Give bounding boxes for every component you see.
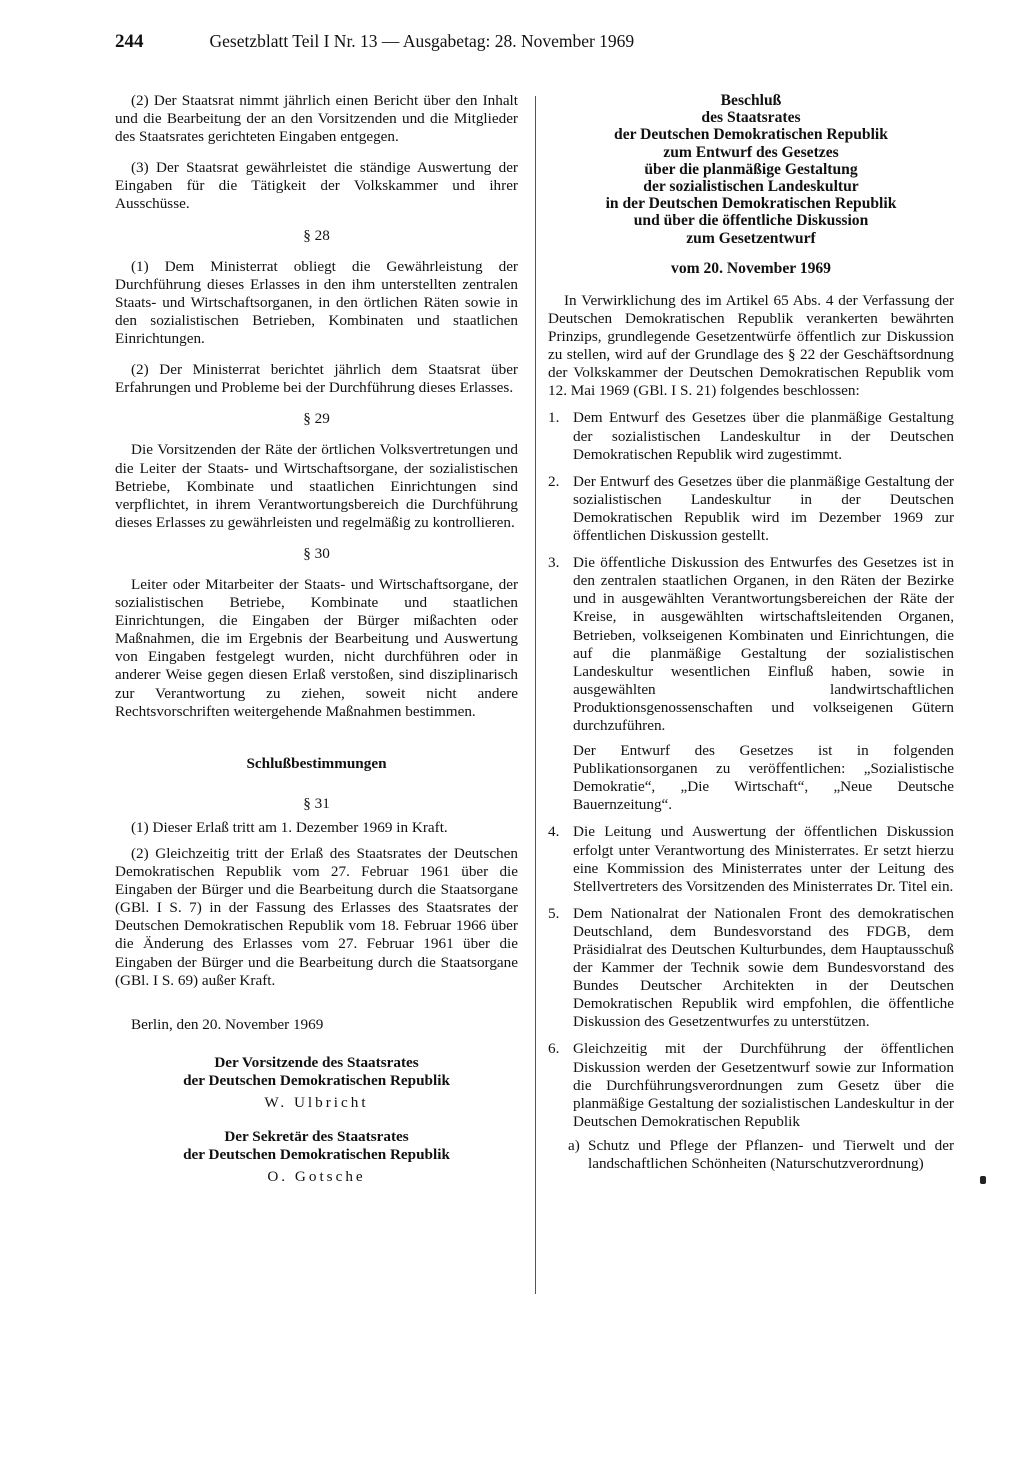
signatory-title: Der Vorsitzende des Staatsrates xyxy=(214,1053,419,1071)
section-number: § 28 xyxy=(303,226,330,244)
signatory-name: O. Gotsche xyxy=(267,1167,366,1185)
signatory-title: der Deutschen Demokratischen Republik xyxy=(183,1072,450,1090)
list-item xyxy=(548,473,954,545)
list-item xyxy=(548,554,954,735)
resolution-title xyxy=(548,92,954,247)
resolution-date: vom 20. November 1969 xyxy=(671,259,831,277)
title-line: zum Entwurf des Gesetzes xyxy=(663,143,839,161)
column-divider xyxy=(535,96,536,1294)
title-line: und über die öffentliche Diskussion xyxy=(633,212,869,230)
paragraph: Leiter oder Mitarbeiter der Staats- und Wirtschaftsorgane, der sozialistischen Betriebe, Kombinate und staatlichen Einrichtungen, die Eingaben der Bürger mißachten oder Maßnahmen, die im Ergebnis der Bearbeitung und Auswertung von Eingaben festgelegt wurden, nicht durchführen oder in anderer Weise gegen diesen Erlaß verstoßen, sind disziplinarisch zur Verantwortung zu ziehen, soweit nicht andere Rechtsvorschriften weitergehende Maßnahmen bestimmen. xyxy=(115,575,518,720)
sub-item-text: Schutz und Pflege der Pflanzen- und Tierwelt und der landschaftlichen Schönheiten (Naturschutzverordnung) xyxy=(588,1136,954,1173)
item-number: 1. xyxy=(548,409,560,427)
section-number: § 29 xyxy=(303,410,330,428)
place-date: Berlin, den 20. November 1969 xyxy=(131,1015,324,1033)
intro-paragraph: In Verwirklichung des im Artikel 65 Abs. 4 der Verfassung der Deutschen Demokratischen Republik verankerten bewährten Prinzips, grundlegende Gesetzentwürfe öffentlich zur Diskussion zu stellen, wird auf der Grundlage des § 22 der Geschäftsordnung der Volkskammer der Deutschen Demokratischen Republik vom 12. Mai 1969 (GBl. I S. 21) folgendes beschlossen: xyxy=(548,291,954,400)
item-text: Die Leitung und Auswertung der öffentlichen Diskussion erfolgt unter Verantwortung des Ministerrates. Er setzt hierzu eine Kommission des Ministerrates unter der Leitung des Stellvertreters des Vorsitzenden des Ministerrates Dr. Titel ein. xyxy=(573,823,954,895)
title-line: der Deutschen Demokratischen Republik xyxy=(614,126,888,144)
item-continuation: Der Entwurf des Gesetzes ist in folgenden Publikationsorganen zu veröffentlichen: „Sozialistische Demokratie“, „Die Wirtschaft“, „Neue Deutsche Bauernzeitung“. xyxy=(573,742,954,814)
paragraph: (2) Der Staatsrat nimmt jährlich einen Bericht über den Inhalt und die Bearbeitung der an den Vorsitzenden und die Mitglieder des Staatsrates gerichteten Eingaben entgegen. xyxy=(115,92,518,146)
paragraph: (1) Dieser Erlaß tritt am 1. Dezember 1969 in Kraft. xyxy=(131,818,448,836)
item-text: Dem Nationalrat der Nationalen Front des demokratischen Deutschland, dem Bundesvorstand des FDGB, dem Präsidialrat des Deutschen Kulturbundes, dem Hauptausschuß der Kammer der Technik sowie dem Bundesvorstand des Bundes Deutscher Architekten in der Deutschen Demokratischen Republik wird empfohlen, die öffentliche Diskussion des Gesetzentwurfes zu unterstützen. xyxy=(573,904,954,1031)
title-line: des Staatsrates xyxy=(701,109,801,127)
title-line: der sozialistischen Landeskultur xyxy=(643,178,859,196)
item-text: Gleichzeitig mit der Durchführung der öffentlichen Diskussion werden der Gesetzentwurf sowie zur Information die Durchführungsverordnungen zum Gesetz über die planmäßige Gestaltung der sozialistischen Landeskultur in der Deutschen Demokratischen Republik xyxy=(573,1040,954,1130)
left-column xyxy=(115,92,518,1186)
list-item xyxy=(548,823,954,895)
item-number: 2. xyxy=(548,472,560,490)
margin-mark xyxy=(980,1176,986,1184)
item-text: Die öffentliche Diskussion des Entwurfes des Gesetzes ist in den zentralen staatlichen Organen, in den Räten der Bezirke und in ausgewählten Verantwortungsbereichen der Räte der Kreise, in ausgewählten wirtschaftsleitenden Organen, Betrieben, volkseigenen Kombinaten und Einrichtungen, die auf die planmäßige Gestaltung der sozialistischen Landeskultur wesentlichen Einfluß haben, sowie in ausgewählten landwirtschaftlichen Produktionsgenossenschaften und volkseigenen Gütern durchzuführen. xyxy=(573,554,954,734)
right-column xyxy=(548,92,954,1173)
item-text: Dem Entwurf des Gesetzes über die planmäßige Gestaltung der sozialistischen Landeskultur in der Deutschen Demokratischen Republik wird zugestimmt. xyxy=(573,409,954,463)
title-line: in der Deutschen Demokratischen Republik xyxy=(605,195,897,213)
item-text: Der Entwurf des Gesetzes über die planmäßige Gestaltung der sozialistischen Landeskultur in der Deutschen Demokratischen Republik wird im Dezember 1969 zur öffentlichen Diskussion gestellt. xyxy=(573,472,954,545)
sub-item xyxy=(568,1137,954,1173)
signatory-name: W. Ulbricht xyxy=(264,1093,369,1111)
item-number: 4. xyxy=(548,823,560,841)
paragraph: Die Vorsitzenden der Räte der örtlichen Volksvertretungen und die Leiter der Staats- und Wirtschaftsorgane, der sozialistischen Betriebe, Kombinate und staatlichen Einrichtungen sind verpflichtet, in ihrem Verantwortungsbereich die Durchführung dieses Erlasses zu gewährleisten und regelmäßig zu kontrollieren. xyxy=(115,441,518,531)
paragraph: (1) Dem Ministerrat obliegt die Gewährleistung der Durchführung dieses Erlasses in den ihm unterstellten zentralen Staats- und Wirtschaftsorganen, in den örtlichen Räten sowie in den sozialistischen Betrieben, Kombinaten und staatlichen Einrichtungen. xyxy=(115,257,518,348)
section-number: § 31 xyxy=(303,794,330,812)
header-text: Gesetzblatt Teil I Nr. 13 — Ausgabetag: 28. November 1969 xyxy=(209,31,635,51)
title-line: zum Gesetzentwurf xyxy=(686,229,816,247)
paragraph: (2) Der Ministerrat berichtet jährlich dem Staatsrat über Erfahrungen und Probleme bei der Durchführung dieses Erlasses. xyxy=(115,361,518,397)
paragraph: (3) Der Staatsrat gewährleistet die ständige Auswertung der Eingaben für die Tätigkeit der Volkskammer und ihrer Ausschüsse. xyxy=(115,159,518,213)
list-item xyxy=(548,409,954,463)
item-number: 3. xyxy=(548,554,560,572)
list-item xyxy=(548,905,954,1032)
paragraph: (2) Gleichzeitig tritt der Erlaß des Staatsrates der Deutschen Demokratischen Republik vom 27. Februar 1961 über die Eingaben der Bürger und die Bearbeitung durch die Staatsorgane (GBl. I S. 7) in der Fassung des Erlasses des Staatsrates der Deutschen Demokratischen Republik vom 18. Februar 1966 über die Änderung des Erlasses vom 27. Februar 1961 über die Eingaben der Bürger und die Bearbeitung durch die Staatsorgane (GBl. I S. 69) außer Kraft. xyxy=(115,845,518,989)
title-line: über die planmäßige Gestaltung xyxy=(644,160,858,178)
signatory-title: der Deutschen Demokratischen Republik xyxy=(183,1146,450,1164)
item-number: 5. xyxy=(548,904,560,922)
item-number: 6. xyxy=(548,1040,560,1058)
section-number: § 30 xyxy=(303,544,330,562)
page-header xyxy=(115,30,905,53)
section-heading: Schlußbestimmungen xyxy=(246,754,387,772)
sub-item-letter: a) xyxy=(568,1136,580,1154)
list-item xyxy=(548,1040,954,1130)
signatory-title: Der Sekretär des Staatsrates xyxy=(224,1127,409,1145)
page-number: 244 xyxy=(115,31,144,52)
title-line: Beschluß xyxy=(720,92,782,109)
